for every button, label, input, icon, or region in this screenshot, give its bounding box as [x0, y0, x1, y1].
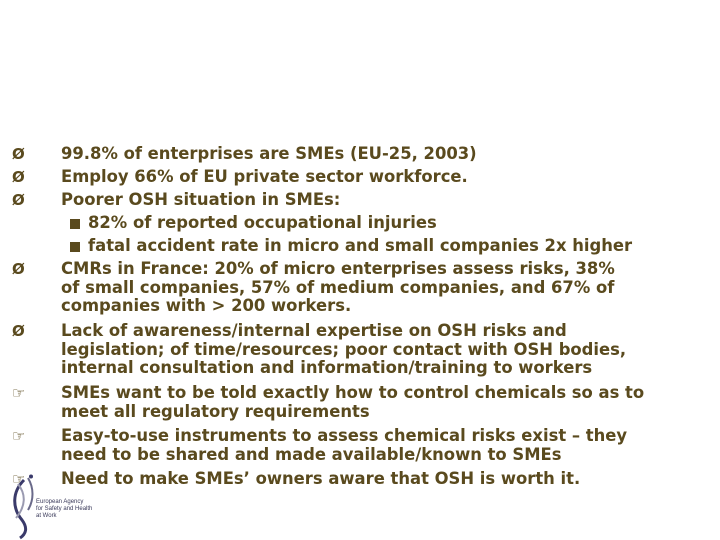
- bullet-text-line: Employ 66% of EU private sector workforce.: [61, 167, 468, 186]
- bullet-text-line: CMRs in France: 20% of micro enterprises assess risks, 38%: [61, 259, 615, 278]
- logo-line: at Work: [36, 513, 57, 519]
- bullet-text-line: meet all regulatory requirements: [61, 401, 370, 421]
- square-bullet-icon: [70, 242, 80, 252]
- bullet-text-line: 99.8% of enterprises are SMEs (EU-25, 2003): [61, 144, 477, 163]
- bullet-text-line: companies with > 200 workers.: [61, 296, 352, 315]
- bullet-text-line: of small companies, 57% of medium companies, and 67% of: [61, 277, 615, 297]
- bullet-text-line: Lack of awareness/internal expertise on OSH risks and: [61, 321, 567, 340]
- pointing-hand-icon: ☞: [12, 470, 26, 488]
- bullet-text-line: SMEs want to be told exactly how to control chemicals so as to: [61, 383, 645, 402]
- bullet-text-line: Poorer OSH situation in SMEs:: [61, 190, 341, 209]
- bullet-text-line: fatal accident rate in micro and small companies 2x higher: [88, 236, 633, 255]
- bullet-text-line: legislation; of time/resources; poor contact with OSH bodies,: [61, 339, 627, 359]
- bullet-text-line: Easy-to-use instruments to assess chemical risks exist – they: [61, 426, 628, 445]
- pointing-hand-icon: ☞: [12, 384, 26, 402]
- bullet-text-line: 82% of reported occupational injuries: [88, 213, 437, 232]
- bullet-text-line: Need to make SMEs’ owners aware that OSH is worth it.: [61, 469, 581, 488]
- bullet-text-line: internal consultation and information/training to workers: [61, 358, 593, 377]
- arrowhead-bullet-icon: Ø: [12, 260, 25, 278]
- square-bullet-icon: [70, 219, 80, 229]
- pointing-hand-icon: ☞: [12, 427, 26, 445]
- logo-line: for Safety and Health: [36, 506, 93, 512]
- arrowhead-bullet-icon: Ø: [12, 145, 25, 163]
- arrowhead-bullet-icon: Ø: [12, 168, 25, 186]
- arrowhead-bullet-icon: Ø: [12, 322, 25, 340]
- bullet-text-line: need to be shared and made available/known to SMEs: [61, 444, 562, 464]
- logo-line: European Agency: [36, 499, 84, 505]
- logo-text: [36, 499, 106, 520]
- arrowhead-bullet-icon: Ø: [12, 191, 25, 209]
